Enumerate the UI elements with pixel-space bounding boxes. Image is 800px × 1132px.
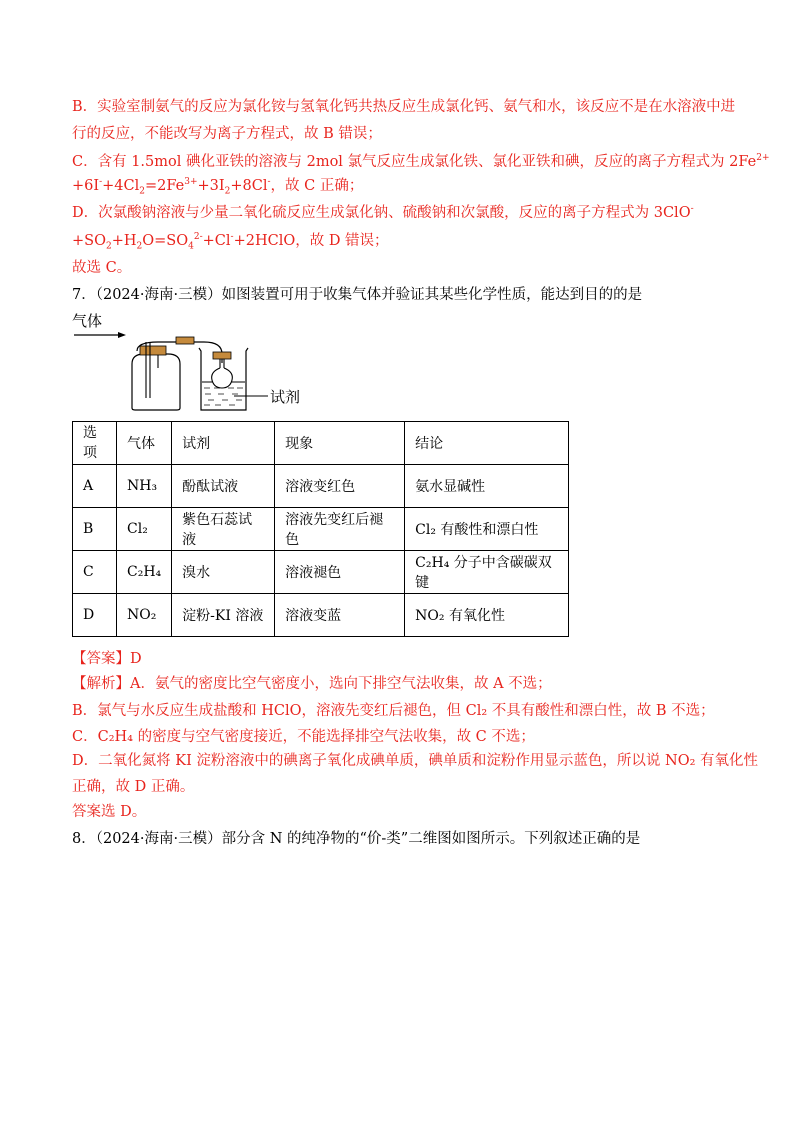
table-header-row: [73, 422, 569, 465]
cell-option: B: [73, 508, 117, 551]
analysis-line2: B．氯气与水反应生成盐酸和 HClO，溶液先变红后褪色，但 Cl₂ 不具有酸性和漂白性，故 B 不选；: [72, 703, 715, 719]
analysis-line6: 答案选 D。: [72, 804, 147, 820]
cell-phenomenon: 溶液变蓝: [275, 594, 405, 637]
cell-phenomenon: 溶液褪色: [275, 551, 405, 594]
answer-label: 【答案】D: [72, 651, 142, 667]
analysis-line3: C．C₂H₄ 的密度与空气密度接近，不能选择排空气法收集，故 C 不选；: [72, 729, 535, 745]
cell-option: D: [73, 594, 117, 637]
cell-conclusion: 氨水显碱性: [405, 465, 569, 508]
gas-label: 气体: [72, 312, 103, 330]
table-row: [73, 508, 569, 551]
option-d-line2: $+SO_2+H_2O=SO_4^{2-}+Cl^-+2HClO$，故 D 错误；: [72, 232, 389, 252]
option-b-line2: 行的反应，不能改写为离子方程式，故 B 错误；: [72, 126, 382, 142]
table-row: [73, 551, 569, 594]
option-c-line2: $+6I^-+4Cl_2=2Fe^{3+}+3I_2+8Cl^-$，故 C 正确；: [72, 177, 364, 197]
cell-reagent: 酚酞试液: [172, 465, 275, 508]
cell-gas: NO₂: [117, 594, 172, 637]
analysis-line1: 【解析】A．氨气的密度比空气密度小，选向下排空气法收集，故 A 不选；: [72, 676, 552, 692]
header-conclusion: 结论: [405, 422, 569, 465]
cell-conclusion: C₂H₄ 分子中含碳碳双键: [405, 551, 569, 594]
cell-phenomenon: 溶液变红色: [275, 465, 405, 508]
option-c-line1: C．含有 1.5mol 碘化亚铁的溶液与 2mol 氯气反应生成氯化铁、氯化亚铁和碘，反应的离子方程式为 $2Fe^{2+}$: [72, 153, 770, 170]
cell-reagent: 淀粉-KI 溶液: [172, 594, 275, 637]
analysis-line5: 正确，故 D 正确。: [72, 779, 195, 795]
cell-gas: NH₃: [117, 465, 172, 508]
question-7: 7．（2024·海南·三模）如图装置可用于收集气体并验证其某些化学性质，能达到目的的是: [72, 287, 643, 303]
question-8: 8．（2024·海南·三模）部分含 N 的纯净物的“价-类”二维图如图所示。下列叙述正确的是: [72, 831, 641, 847]
analysis-line4: D．二氧化氮将 KI 淀粉溶液中的碘离子氧化成碘单质，碘单质和淀粉作用显示蓝色，所以说 NO₂ 有氧化性: [72, 753, 759, 769]
cell-phenomenon: 溶液先变红后褪色: [275, 508, 405, 551]
option-b-line1: B．实验室制氨气的反应为氯化铵与氢氧化钙共热反应生成氯化钙、氨气和水，该反应不是在水溶液中进: [72, 99, 736, 115]
options-table: [72, 421, 569, 637]
cell-option: C: [73, 551, 117, 594]
cell-option: A: [73, 465, 117, 508]
apparatus-figure: [72, 308, 332, 414]
cell-gas: C₂H₄: [117, 551, 172, 594]
cell-gas: Cl₂: [117, 508, 172, 551]
cell-reagent: 溴水: [172, 551, 275, 594]
cell-reagent: 紫色石蕊试液: [172, 508, 275, 551]
option-d-line1: D．次氯酸钠溶液与少量二氧化硫反应生成氯化钠、硫酸钠和次氯酸，反应的离子方程式为 3ClO-: [72, 204, 694, 221]
header-option: 选 项: [73, 422, 117, 465]
reagent-label: 试剂: [270, 388, 301, 406]
cell-conclusion: NO₂ 有氧化性: [405, 594, 569, 637]
table-row: [73, 594, 569, 637]
header-phenomenon: 现象: [275, 422, 405, 465]
answer-q6: 故选 C。: [72, 260, 132, 276]
header-gas: 气体: [117, 422, 172, 465]
header-reagent: 试剂: [172, 422, 275, 465]
cell-conclusion: Cl₂ 有酸性和漂白性: [405, 508, 569, 551]
table-row: [73, 465, 569, 508]
